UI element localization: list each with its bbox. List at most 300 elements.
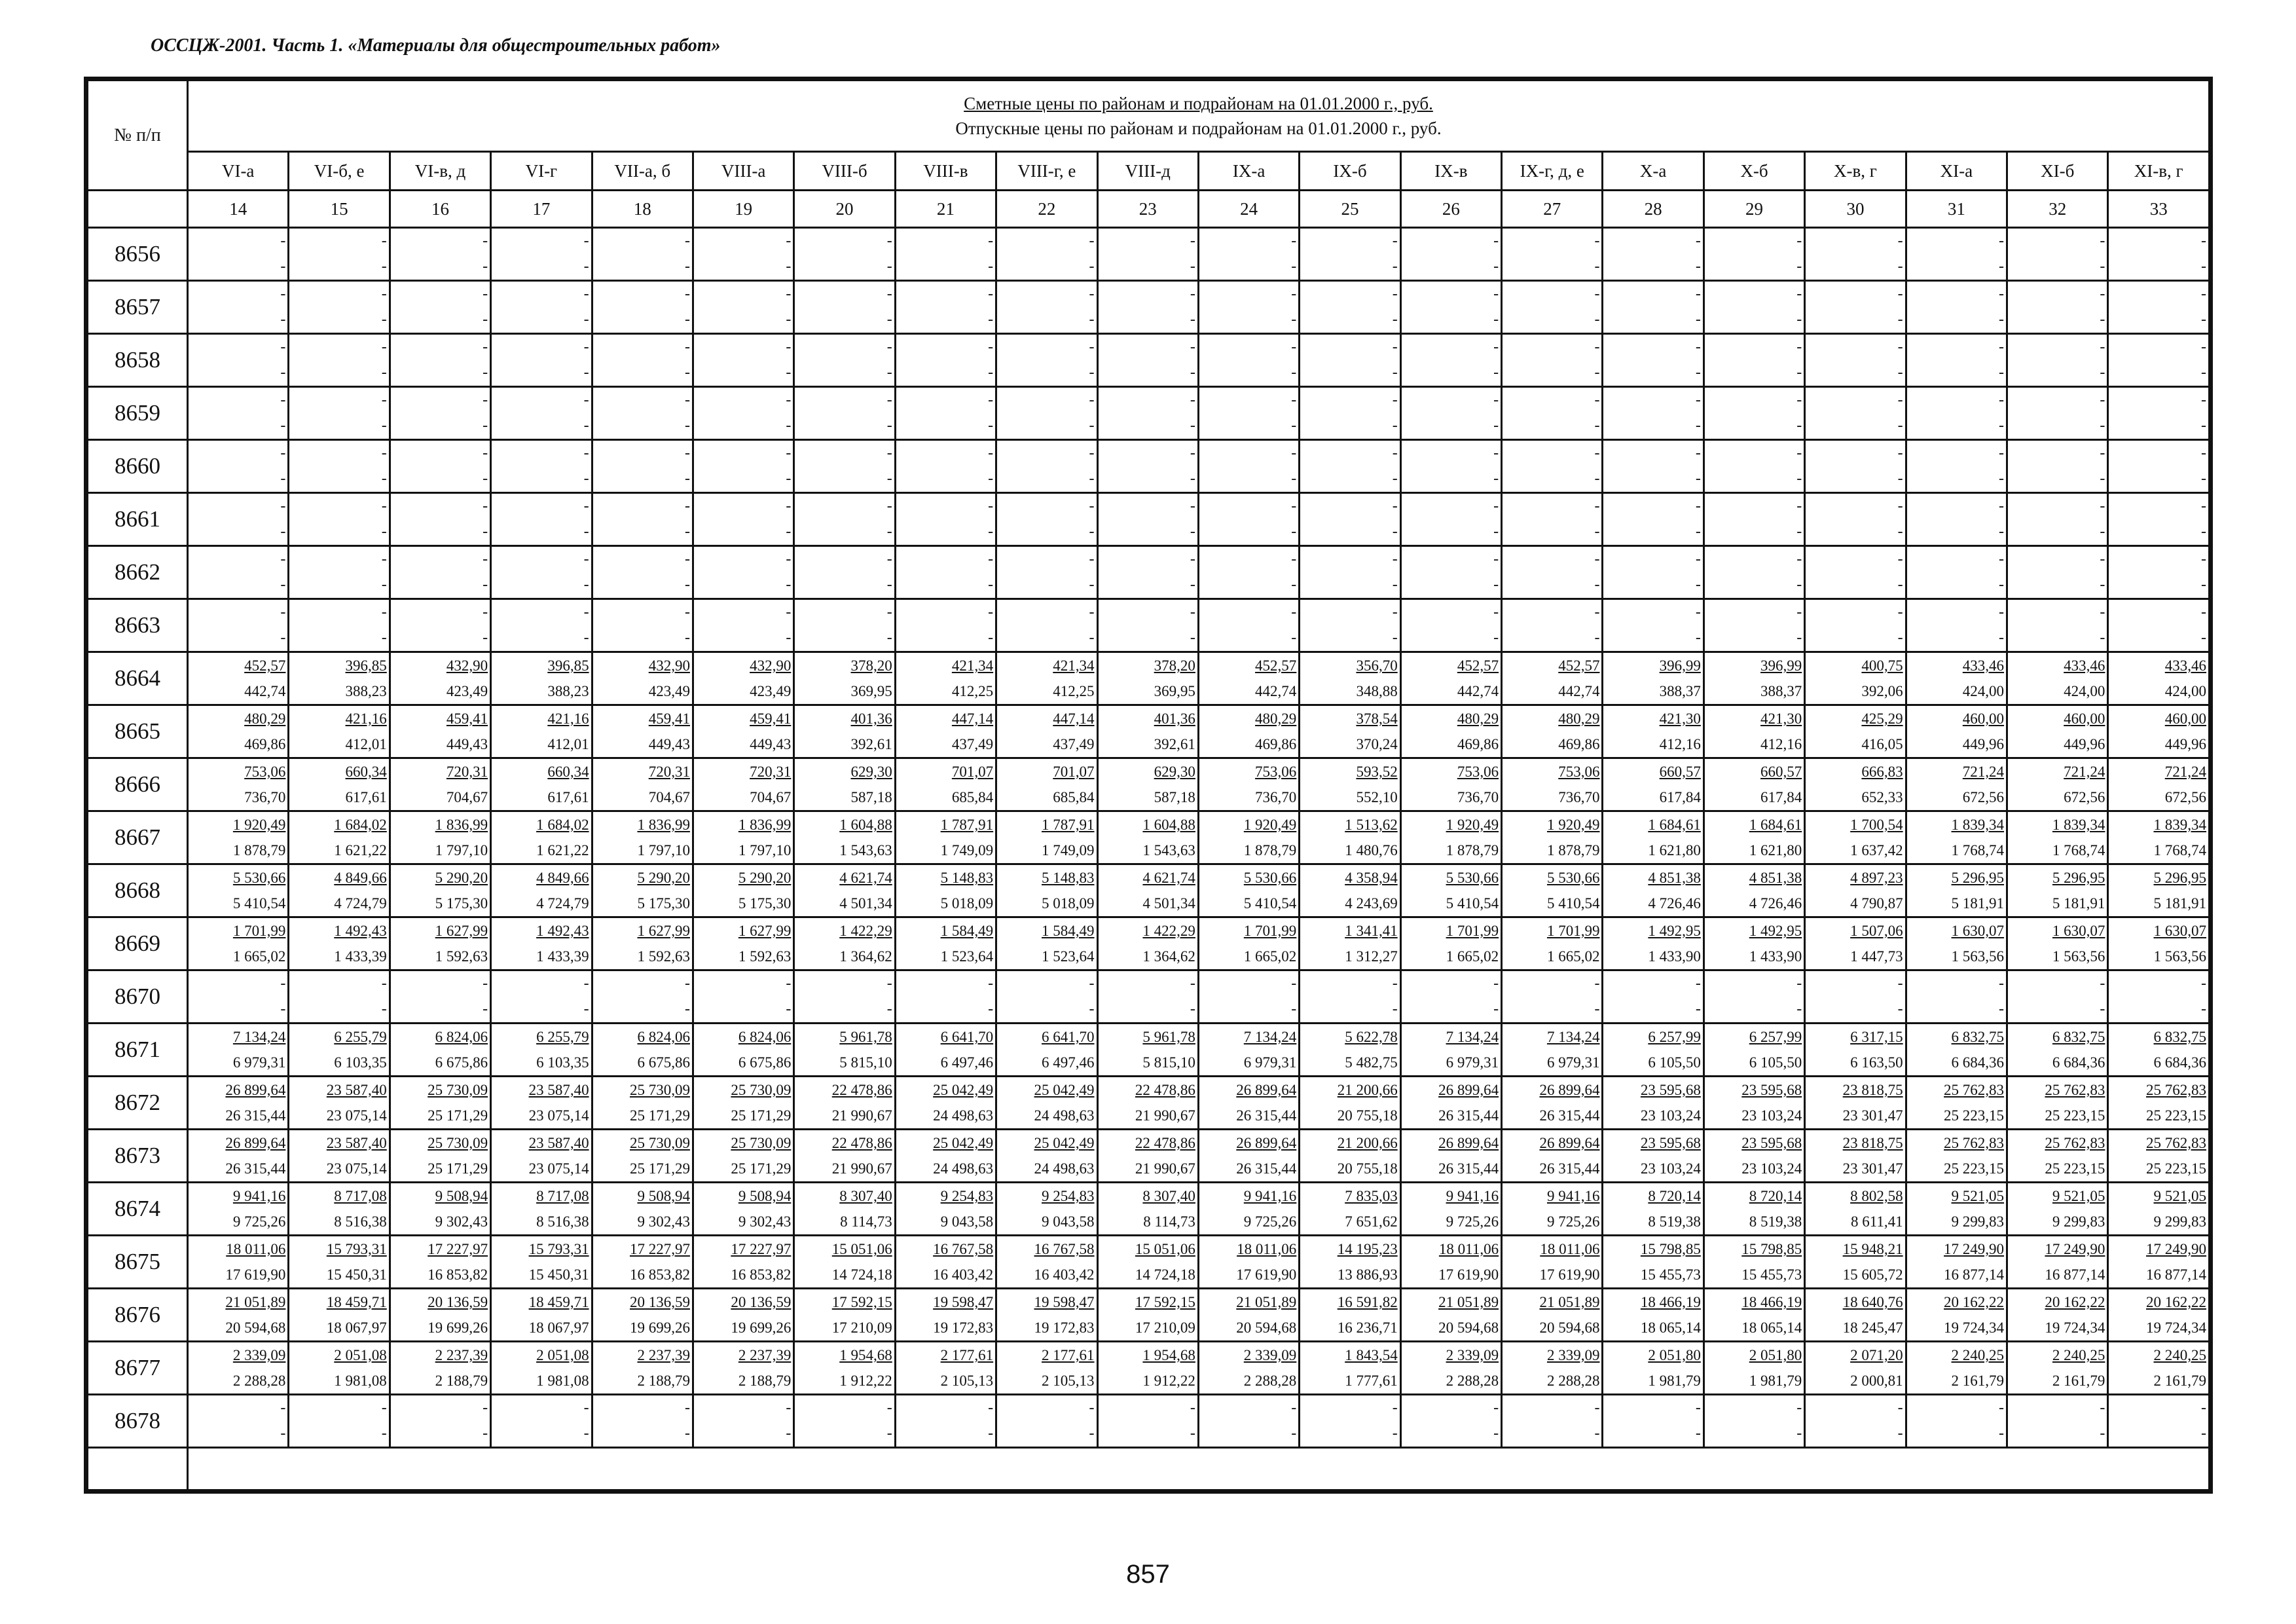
row-number: 8669: [88, 917, 188, 970]
estimate-price: 1 920,49: [232, 817, 286, 833]
release-price: 13 886,93: [1337, 1266, 1398, 1283]
release-price: 1 665,02: [1243, 948, 1297, 965]
empty-mark: -: [1089, 551, 1095, 568]
price-cell: [693, 1236, 793, 1289]
estimate-price: 1 422,29: [1142, 923, 1195, 939]
column-number: 26: [1400, 191, 1501, 228]
release-price: 4 724,79: [334, 895, 387, 912]
price-cell: [1502, 334, 1603, 387]
empty-mark: -: [684, 1399, 690, 1416]
estimate-price: 17 249,90: [2045, 1241, 2105, 1257]
release-price: 587,18: [1154, 789, 1195, 805]
estimate-price: 8 717,08: [536, 1188, 589, 1204]
estimate-price: 7 134,24: [1446, 1029, 1499, 1045]
empty-mark: -: [1796, 232, 1802, 249]
empty-mark: -: [583, 975, 589, 992]
empty-mark: -: [1291, 1425, 1297, 1442]
district-header: XI-а: [1906, 152, 2007, 191]
estimate-price: 22 478,86: [831, 1082, 892, 1098]
price-cell: [1400, 440, 1501, 493]
price-cell: [491, 1342, 592, 1395]
estimate-price: 22 478,86: [1135, 1135, 1195, 1151]
empty-mark: -: [1190, 392, 1195, 409]
estimate-price: 660,57: [1659, 764, 1701, 780]
empty-mark: -: [1999, 417, 2005, 434]
estimate-price: 9 254,83: [940, 1188, 994, 1204]
estimate-price: 9 508,94: [738, 1188, 792, 1204]
price-cell: [1805, 546, 1906, 599]
price-cell: [1300, 1130, 1400, 1183]
release-price: 6 103,35: [334, 1054, 387, 1071]
release-price: 1 447,73: [1850, 948, 1903, 965]
price-cell: [592, 1342, 693, 1395]
price-cell: [390, 652, 490, 705]
price-cell: [2108, 440, 2210, 493]
table-row: [88, 493, 2210, 546]
price-cell: [794, 1077, 895, 1130]
empty-mark: -: [280, 311, 286, 328]
row-number: 8678: [88, 1395, 188, 1448]
release-price: 1 312,27: [1345, 948, 1398, 965]
release-price: 25 223,15: [2146, 1160, 2206, 1177]
price-cell: [996, 705, 1097, 758]
release-price: 25 171,29: [731, 1107, 792, 1124]
empty-mark: -: [1089, 339, 1095, 356]
district-header: VIII-в: [895, 152, 996, 191]
price-cell: [693, 917, 793, 970]
estimate-price: 4 849,66: [334, 870, 387, 886]
release-price: 25 171,29: [731, 1160, 792, 1177]
price-cell: [2007, 228, 2108, 281]
price-cell: [1704, 758, 1804, 811]
price-cell: [592, 970, 693, 1024]
release-price: 17 619,90: [1236, 1266, 1297, 1283]
empty-mark: -: [786, 417, 792, 434]
price-cell: [491, 758, 592, 811]
estimate-price: 2 051,08: [536, 1347, 589, 1363]
empty-mark: -: [2100, 311, 2105, 328]
price-cell: [390, 440, 490, 493]
estimate-price: 15 798,85: [1640, 1241, 1701, 1257]
price-cell: [1704, 811, 1804, 864]
empty-mark: -: [280, 364, 286, 381]
price-cell: [188, 864, 289, 917]
release-price: 19 699,26: [629, 1320, 690, 1336]
price-cell: [289, 1024, 390, 1077]
estimate-price: 20 162,22: [2146, 1294, 2206, 1310]
release-price: 617,84: [1659, 789, 1701, 805]
empty-mark: -: [381, 498, 387, 515]
price-cell: [996, 811, 1097, 864]
price-cell: [289, 1077, 390, 1130]
price-cell: [390, 705, 490, 758]
empty-mark: -: [1291, 286, 1297, 303]
estimate-price: 2 051,80: [1648, 1347, 1701, 1363]
price-cell: [895, 1024, 996, 1077]
release-price: 25 171,29: [428, 1107, 488, 1124]
empty-mark: -: [988, 392, 994, 409]
release-price: 1 433,90: [1648, 948, 1701, 965]
price-cell: [693, 705, 793, 758]
release-price: 2 188,79: [637, 1373, 690, 1389]
price-cell: [1097, 1024, 1198, 1077]
empty-mark: -: [583, 604, 589, 621]
price-cell: [1805, 281, 1906, 334]
price-cell: [996, 1289, 1097, 1342]
row-number: 8657: [88, 281, 188, 334]
release-price: 23 075,14: [528, 1160, 589, 1177]
row-number: 8670: [88, 970, 188, 1024]
price-cell: [1300, 864, 1400, 917]
empty-mark: -: [1999, 498, 2005, 515]
empty-mark: -: [1999, 392, 2005, 409]
price-cell: [1097, 811, 1198, 864]
release-price: 1 543,63: [839, 842, 892, 858]
release-price: 18 065,14: [1640, 1320, 1701, 1336]
estimate-price: 1 954,68: [839, 1347, 892, 1363]
release-price: 1 563,56: [2052, 948, 2105, 965]
empty-mark: -: [786, 364, 792, 381]
estimate-price: 18 466,19: [1741, 1294, 1802, 1310]
empty-mark: -: [381, 364, 387, 381]
estimate-price: 23 818,75: [1842, 1135, 1903, 1151]
release-price: 26 315,44: [225, 1107, 286, 1124]
empty-mark: -: [886, 445, 892, 462]
release-price: 416,05: [1861, 736, 1903, 752]
estimate-price: 26 899,64: [1438, 1082, 1499, 1098]
release-price: 18 245,47: [1842, 1320, 1903, 1336]
estimate-price: 452,57: [1255, 657, 1297, 674]
price-cell: [2007, 1236, 2108, 1289]
price-cell: [289, 493, 390, 546]
empty-mark: -: [684, 576, 690, 593]
empty-mark: -: [280, 975, 286, 992]
release-price: 449,43: [446, 736, 488, 752]
empty-mark: -: [1392, 1425, 1398, 1442]
release-price: 1 981,08: [536, 1373, 589, 1389]
release-price: 20 755,18: [1337, 1160, 1398, 1177]
release-price: 5 018,09: [1042, 895, 1095, 912]
empty-mark: -: [1796, 286, 1802, 303]
release-price: 672,56: [2164, 789, 2206, 805]
price-cell: [390, 1077, 490, 1130]
estimate-price: 1 604,88: [839, 817, 892, 833]
empty-mark: -: [1897, 392, 1903, 409]
empty-mark: -: [988, 576, 994, 593]
release-price: 6 684,36: [2153, 1054, 2206, 1071]
empty-mark: -: [1897, 1399, 1903, 1416]
estimate-price: 5 148,83: [1042, 870, 1095, 886]
empty-mark: -: [1999, 576, 2005, 593]
price-cell: [592, 281, 693, 334]
release-price: 2 288,28: [232, 1373, 286, 1389]
release-price: 1 621,80: [1648, 842, 1701, 858]
estimate-price: 6 255,79: [334, 1029, 387, 1045]
empty-mark: -: [1392, 551, 1398, 568]
price-cell: [289, 1183, 390, 1236]
estimate-price: 6 832,75: [2153, 1029, 2206, 1045]
release-price: 388,37: [1659, 683, 1701, 699]
empty-mark: -: [583, 1001, 589, 1018]
empty-mark: -: [1796, 417, 1802, 434]
price-cell: [1502, 599, 1603, 652]
price-cell: [693, 228, 793, 281]
release-price: 617,61: [547, 789, 589, 805]
estimate-price: 1 839,34: [2153, 817, 2206, 833]
price-cell: [188, 1130, 289, 1183]
empty-mark: -: [786, 1001, 792, 1018]
release-price: 1 749,09: [940, 842, 994, 858]
release-price: 7 651,62: [1345, 1213, 1398, 1230]
estimate-price: 26 899,64: [1539, 1135, 1600, 1151]
empty-mark: -: [684, 1425, 690, 1442]
price-cell: [1704, 1395, 1804, 1448]
price-cell: [1097, 228, 1198, 281]
price-cell: [390, 917, 490, 970]
price-cell: [794, 228, 895, 281]
empty-mark: -: [1897, 1001, 1903, 1018]
estimate-price: 21 200,66: [1337, 1082, 1398, 1098]
release-price: 388,37: [1760, 683, 1802, 699]
price-cell: [996, 970, 1097, 1024]
estimate-price: 9 521,05: [2052, 1188, 2105, 1204]
price-cell: [188, 599, 289, 652]
price-cell: [592, 1395, 693, 1448]
empty-mark: -: [1190, 364, 1195, 381]
price-cell: [1400, 1395, 1501, 1448]
price-cell: [1805, 599, 1906, 652]
empty-mark: -: [280, 232, 286, 249]
release-price: 1 563,56: [1951, 948, 2005, 965]
column-number: 31: [1906, 191, 2007, 228]
release-price: 21 990,67: [1135, 1160, 1195, 1177]
price-cell: [2007, 811, 2108, 864]
price-cell: [1603, 864, 1704, 917]
price-cell: [1198, 705, 1299, 758]
release-price: 412,16: [1659, 736, 1701, 752]
price-cell: [1603, 1183, 1704, 1236]
district-header: IX-в: [1400, 152, 1501, 191]
price-cell: [188, 440, 289, 493]
price-cell: [996, 228, 1097, 281]
table-row: [88, 970, 2210, 1024]
empty-mark: -: [988, 232, 994, 249]
estimate-price: 22 478,86: [1135, 1082, 1195, 1098]
price-cell: [2007, 970, 2108, 1024]
release-price: 15 455,73: [1741, 1266, 1802, 1283]
estimate-price: 721,24: [1962, 764, 2005, 780]
empty-mark: -: [483, 523, 488, 540]
release-price: 6 497,46: [1042, 1054, 1095, 1071]
empty-mark: -: [1999, 604, 2005, 621]
price-cell: [1906, 281, 2007, 334]
estimate-price: 8 720,14: [1749, 1188, 1802, 1204]
release-price: 4 724,79: [536, 895, 589, 912]
district-header: XI-б: [2007, 152, 2108, 191]
empty-mark: -: [1796, 523, 1802, 540]
estimate-price: 753,06: [244, 764, 286, 780]
estimate-price: 17 249,90: [2146, 1241, 2206, 1257]
empty-mark: -: [1392, 498, 1398, 515]
estimate-price: 2 051,80: [1749, 1347, 1802, 1363]
release-price: 736,70: [1255, 789, 1297, 805]
price-cell: [895, 493, 996, 546]
empty-mark: -: [1089, 604, 1095, 621]
empty-mark: -: [988, 258, 994, 275]
release-price: 23 103,24: [1640, 1160, 1701, 1177]
price-cell: [1704, 1183, 1804, 1236]
estimate-price: 753,06: [1558, 764, 1600, 780]
price-cell: [1906, 1024, 2007, 1077]
release-price: 23 301,47: [1842, 1107, 1903, 1124]
price-cell: [1300, 1342, 1400, 1395]
release-price: 6 103,35: [536, 1054, 589, 1071]
price-cell: [1906, 334, 2007, 387]
release-price: 15 605,72: [1842, 1266, 1903, 1283]
empty-mark: -: [1897, 523, 1903, 540]
release-price: 1 433,39: [536, 948, 589, 965]
price-cell: [1502, 917, 1603, 970]
empty-mark: -: [483, 576, 488, 593]
release-price: 25 171,29: [428, 1160, 488, 1177]
release-price: 442,74: [1558, 683, 1600, 699]
column-number: 20: [794, 191, 895, 228]
estimate-price: 5 148,83: [940, 870, 994, 886]
estimate-price: 21 051,89: [1236, 1294, 1297, 1310]
price-cell: [1097, 546, 1198, 599]
price-cell: [592, 1183, 693, 1236]
release-price: 26 315,44: [225, 1160, 286, 1177]
estimate-price: 1 787,91: [1042, 817, 1095, 833]
price-cell: [188, 758, 289, 811]
price-cell: [289, 917, 390, 970]
price-cell: [693, 864, 793, 917]
price-cell: [1906, 970, 2007, 1024]
estimate-price: 400,75: [1861, 657, 1903, 674]
empty-mark: -: [2100, 523, 2105, 540]
release-price: 392,61: [850, 736, 892, 752]
empty-mark: -: [786, 629, 792, 646]
empty-mark: -: [2100, 551, 2105, 568]
price-cell: [1502, 1183, 1603, 1236]
price-cell: [592, 228, 693, 281]
release-price: 21 990,67: [1135, 1107, 1195, 1124]
district-header: VIII-а: [693, 152, 793, 191]
column-number: 16: [390, 191, 490, 228]
table-caption: [188, 81, 2210, 152]
price-cell: [1906, 599, 2007, 652]
release-price: 5 175,30: [738, 895, 792, 912]
estimate-price: 460,00: [2064, 710, 2105, 727]
price-cell: [592, 1077, 693, 1130]
estimate-price: 452,57: [1558, 657, 1600, 674]
estimate-price: 23 595,68: [1741, 1135, 1802, 1151]
empty-mark: -: [1291, 339, 1297, 356]
estimate-price: 1 630,07: [2052, 923, 2105, 939]
empty-mark: -: [684, 470, 690, 487]
empty-mark: -: [381, 523, 387, 540]
release-price: 1 621,22: [536, 842, 589, 858]
release-price: 16 853,82: [731, 1266, 792, 1283]
empty-mark: -: [1897, 975, 1903, 992]
empty-mark: -: [1594, 417, 1600, 434]
price-cell: [794, 334, 895, 387]
estimate-price: 432,90: [750, 657, 792, 674]
estimate-price: 1 843,54: [1345, 1347, 1398, 1363]
release-price: 6 497,46: [940, 1054, 994, 1071]
empty-mark: -: [381, 470, 387, 487]
empty-mark: -: [2100, 392, 2105, 409]
price-cell: [592, 652, 693, 705]
empty-mark: -: [684, 417, 690, 434]
empty-mark: -: [786, 1399, 792, 1416]
price-cell: [794, 1024, 895, 1077]
estimate-price: 6 641,70: [1042, 1029, 1095, 1045]
price-cell: [1805, 917, 1906, 970]
empty-mark: -: [483, 311, 488, 328]
empty-mark: -: [1695, 258, 1701, 275]
row-number: 8675: [88, 1236, 188, 1289]
empty-mark: -: [886, 470, 892, 487]
row-number: 8677: [88, 1342, 188, 1395]
estimate-price: 1 701,99: [1446, 923, 1499, 939]
row-number: 8666: [88, 758, 188, 811]
empty-mark: -: [280, 523, 286, 540]
price-cell: [1198, 811, 1299, 864]
price-cell: [390, 1395, 490, 1448]
empty-mark: -: [1493, 311, 1499, 328]
empty-mark: -: [1392, 975, 1398, 992]
release-price: 14 724,18: [831, 1266, 892, 1283]
release-price: 1 621,80: [1749, 842, 1802, 858]
price-cell: [1097, 1077, 1198, 1130]
empty-mark: -: [583, 470, 589, 487]
empty-mark: -: [2201, 551, 2206, 568]
release-price: 23 075,14: [326, 1107, 387, 1124]
column-number: 24: [1198, 191, 1299, 228]
estimate-price: 480,29: [1457, 710, 1499, 727]
price-cell: [1400, 599, 1501, 652]
price-cell: [1198, 440, 1299, 493]
price-cell: [693, 970, 793, 1024]
price-cell: [996, 1342, 1097, 1395]
estimate-price: 6 824,06: [435, 1029, 488, 1045]
empty-mark: -: [583, 498, 589, 515]
price-cell: [188, 493, 289, 546]
price-cell: [592, 546, 693, 599]
empty-mark: -: [483, 1001, 488, 1018]
price-cell: [1502, 1395, 1603, 1448]
empty-mark: -: [1695, 629, 1701, 646]
estimate-price: 8 307,40: [839, 1188, 892, 1204]
release-price: 1 592,63: [435, 948, 488, 965]
release-price: 617,84: [1760, 789, 1802, 805]
release-price: 6 684,36: [2052, 1054, 2105, 1071]
estimate-price: 18 011,06: [1438, 1241, 1499, 1257]
price-cell: [592, 599, 693, 652]
estimate-price: 378,54: [1356, 710, 1398, 727]
price-cell: [2108, 917, 2210, 970]
estimate-price: 5 622,78: [1345, 1029, 1398, 1045]
estimate-price: 421,16: [547, 710, 589, 727]
estimate-price: 5 290,20: [738, 870, 792, 886]
estimate-price: 2 339,09: [1546, 1347, 1600, 1363]
empty-mark: -: [280, 1399, 286, 1416]
empty-mark: -: [1089, 1425, 1095, 1442]
price-cell: [895, 811, 996, 864]
estimate-price: 18 011,06: [1237, 1241, 1297, 1257]
estimate-price: 2 237,39: [637, 1347, 690, 1363]
